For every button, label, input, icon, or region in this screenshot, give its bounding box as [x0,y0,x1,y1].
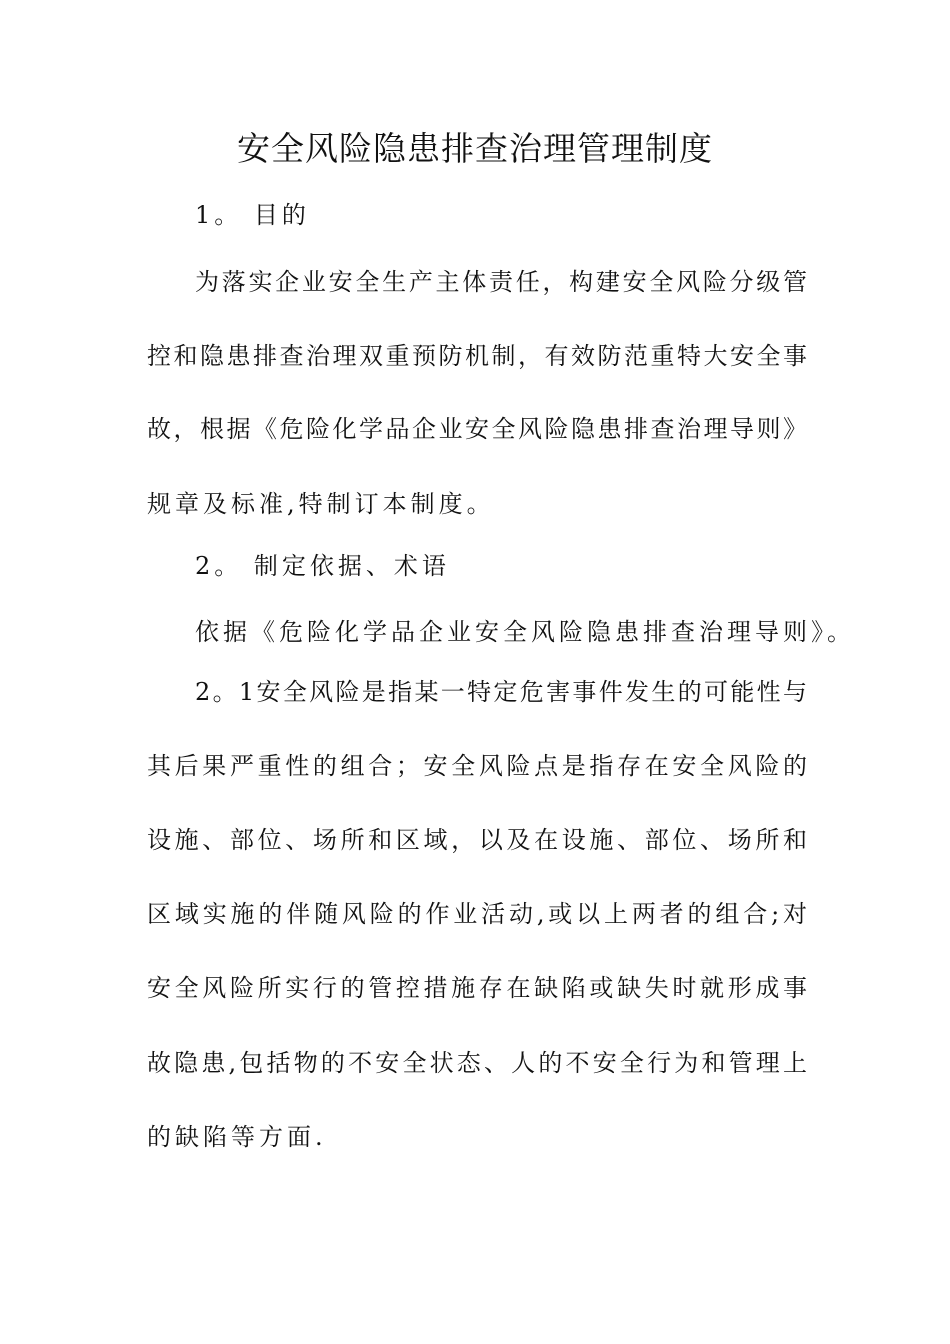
section-heading-purpose: 1。 目的 [195,201,310,229]
paragraph-line: 区域实施的伴随风险的作业活动,或以上两者的组合;对 [147,900,807,928]
paragraph-line: 规章及标准,特制订本制度。 [147,490,495,518]
paragraph-line: 2。1安全风险是指某一特定危害事件发生的可能性与 [195,678,807,706]
paragraph-line: 其后果严重性的组合；安全风险点是指存在安全风险的 [147,752,807,780]
paragraph-line: 故，根据《危险化学品企业安全风险隐患排查治理导则》 [147,415,807,443]
paragraph-line: 控和隐患排查治理双重预防机制，有效防范重特大安全事 [147,342,807,370]
paragraph-line: 故隐患,包括物的不安全状态、人的不安全行为和管理上 [147,1049,807,1077]
paragraph-line: 的缺陷等方面. [147,1123,327,1151]
section-heading-basis: 2。 制定依据、术语 [195,552,450,580]
paragraph-line: 设施、部位、场所和区域，以及在设施、部位、场所和 [147,826,807,854]
document-title: 安全风险隐患排查治理管理制度 [237,129,713,168]
paragraph-line: 依据《危险化学品企业安全风险隐患排查治理导则》。 [195,618,855,646]
paragraph-line: 为落实企业安全生产主体责任，构建安全风险分级管 [195,268,807,296]
paragraph-line: 安全风险所实行的管控措施存在缺陷或缺失时就形成事 [147,974,807,1002]
